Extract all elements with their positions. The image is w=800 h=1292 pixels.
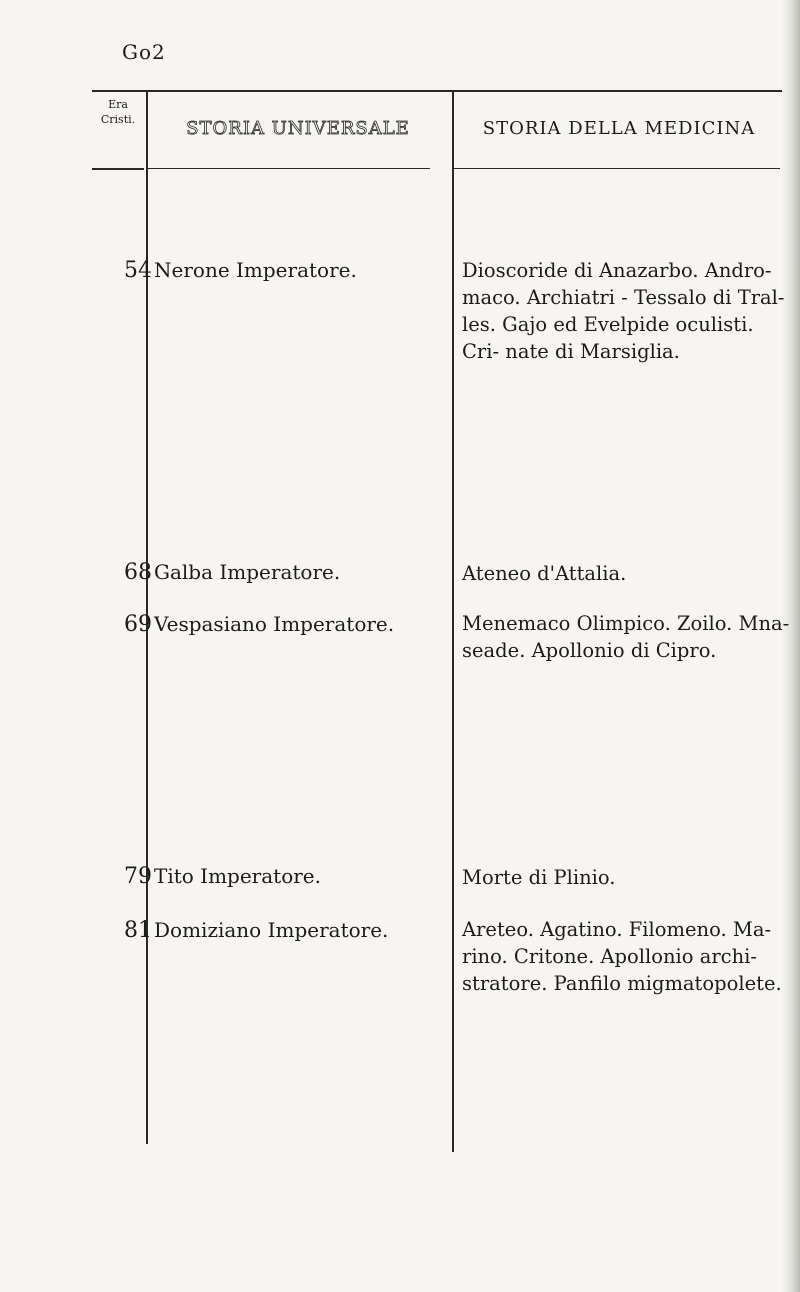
header-rule-medicine (452, 168, 780, 169)
header-era-line2: Cristi. (100, 113, 136, 127)
header-storia-della-medicina: STORIA DELLA MEDICINA (482, 118, 756, 139)
row-year: 54 (124, 258, 152, 283)
row-medicine-event: Areteo. Agatino. Filomeno. Ma- rino. Critone. Apollonio archi- stratore. Panfilo migmatopolete. (462, 918, 782, 995)
row-year: 68 (124, 560, 152, 585)
row-medicine-event: Morte di Plinio. (462, 866, 616, 889)
row-medicine-event: Ateneo d'Attalia. (462, 562, 627, 585)
page-number: Go2 (122, 40, 166, 64)
row-universal-event: Domiziano Imperatore. (154, 918, 389, 942)
row-universal-event: Nerone Imperatore. (154, 258, 357, 282)
header-top-rule (92, 90, 782, 92)
row-universal-event: Tito Imperatore. (154, 864, 321, 888)
row-universal-event: Vespasiano Imperatore. (154, 612, 395, 636)
row-medicine-event: Menemaco Olimpico. Zoilo. Mna- seade. Apollonio di Cipro. (462, 612, 790, 662)
row-year: 69 (124, 612, 152, 637)
header-storia-universale: STORIA UNIVERSALE (186, 118, 410, 139)
row-year: 79 (124, 864, 152, 889)
header-rule-universal (148, 168, 430, 169)
row-universal-event: Galba Imperatore. (154, 560, 341, 584)
header-era-line1: Era (108, 98, 128, 111)
row-year: 81 (124, 918, 152, 943)
row-medicine-event: Dioscoride di Anazarbo. Andro- maco. Archiatri - Tessalo di Tral- les. Gajo ed Evelpide oculisti. Cri- nate di Marsiglia. (462, 259, 785, 363)
column-divider-2 (452, 92, 454, 1152)
header-era (92, 97, 144, 128)
header-rule-era (92, 168, 144, 170)
